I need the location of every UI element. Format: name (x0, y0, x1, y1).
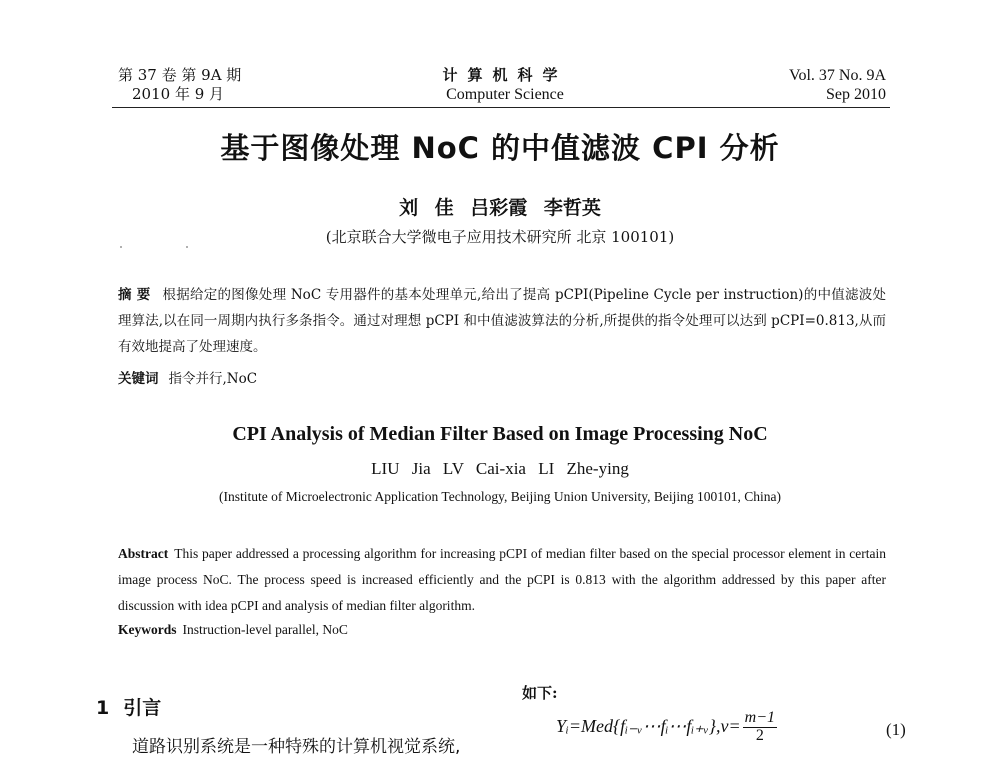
abstract-en (118, 541, 886, 619)
equation-fraction (743, 709, 777, 744)
paper-title: 基于图像处理 NoC 的中值滤波 CPI 分析 (220, 131, 780, 165)
scan-speck (186, 246, 188, 248)
abstract-cn-text: 根据给定的图像处理 NoC 专用器件的基本处理单元,给出了提高 pCPI(Pipeline Cycle per instruction)的中值滤波处理算法,以在同一周期内执行多条指令。通过对理想 pCPI 和中值滤波算法的分析,所提供的指令处理可以达到 pCPI=0.813,从而有效地提高了处理速度。 (118, 287, 886, 355)
keywords-en-text: Instruction-level parallel, NoC (182, 622, 348, 637)
keywords-cn (118, 367, 257, 387)
keywords-en (118, 622, 348, 638)
volume-en: Vol. 37 No. 9A (788, 67, 886, 84)
issue-date: 2010 年 9 月 (132, 85, 225, 103)
keywords-en-label: Keywords (118, 622, 177, 637)
keywords-cn-text: 指令并行,NoC (168, 371, 258, 387)
equation-median (556, 709, 777, 744)
journal-name-zh: 计算机科学 (442, 66, 568, 84)
paper-affiliation: (北京联合大学微电子应用技术研究所 北京 100101) (325, 228, 675, 246)
abstract-cn (118, 282, 886, 360)
header-rule (112, 107, 890, 108)
intro-first-line: 道路识别系统是一种特殊的计算机视觉系统, (132, 737, 461, 757)
fraction-denominator: 2 (755, 727, 764, 744)
journal-issue-info (118, 66, 241, 104)
paper-title-en: CPI Analysis of Median Filter Based on Image Processing NoC (232, 423, 768, 445)
abstract-en-text: This paper addressed a processing algorithm for increasing pCPI of median filter based on the special processor element in certain image process NoC. The process speed is increased efficiently and the pCPI is 0.813 with the algorithm addressed by this paper after discussion with idea pCPI and analysis of median filter algorithm. (118, 546, 886, 613)
section-heading (96, 693, 161, 720)
equation-lhs: Yᵢ=Med{fᵢ₋ᵥ⋯fᵢ⋯fᵢ₊ᵥ},v= (556, 716, 741, 736)
section-title: 引言 (123, 697, 162, 719)
equation-number: (1) (886, 720, 906, 739)
journal-name-en: Computer Science (446, 86, 564, 103)
equation-lead: 如下: (522, 684, 558, 702)
journal-name (380, 66, 630, 104)
date-en: Sep 2010 (826, 86, 886, 103)
issue-volume: 第 37 卷 第 9A 期 (118, 66, 242, 84)
paper-authors-en: LIU Jia LV Cai-xia LI Zhe-ying (371, 459, 629, 478)
fraction-numerator: m−1 (744, 709, 775, 726)
paper-authors: 刘 佳 吕彩霞 李哲英 (399, 197, 601, 219)
abstract-cn-label: 摘 要 (118, 287, 151, 303)
scan-speck (120, 246, 122, 248)
abstract-en-label: Abstract (118, 546, 169, 561)
paper-affiliation-en: (Institute of Microelectronic Application Technology, Beijing Union University, Beijing 100101, China) (218, 489, 782, 504)
section-number: 1 (96, 697, 110, 719)
journal-volume-en (789, 66, 886, 104)
keywords-cn-label: 关键词 (118, 371, 159, 387)
